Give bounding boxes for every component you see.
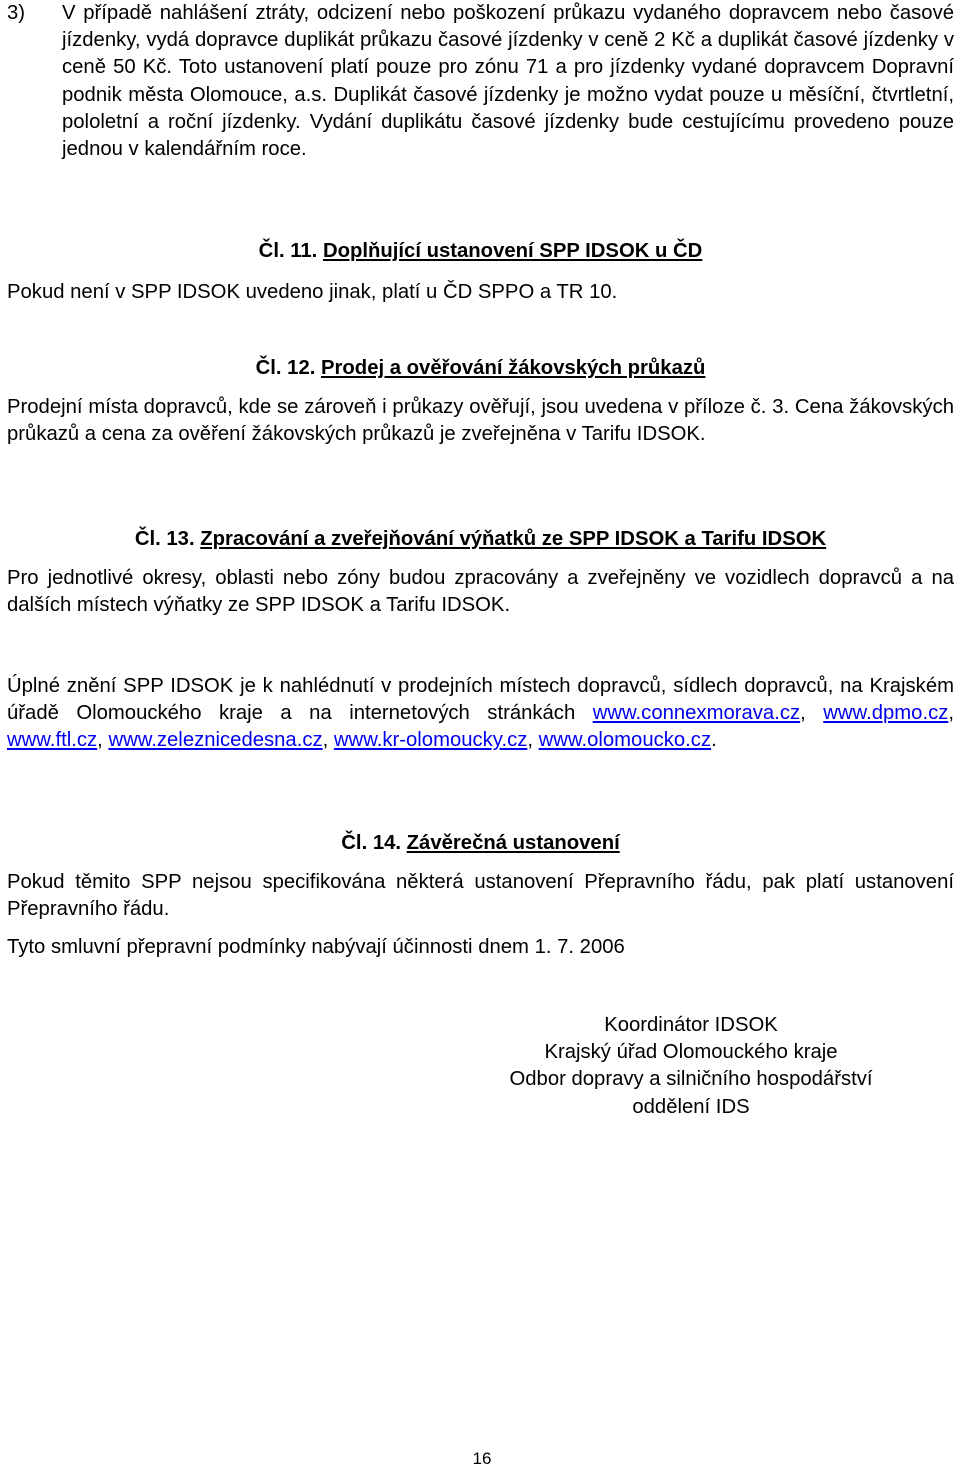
link-separator: , (322, 729, 334, 752)
link-separator: , (948, 702, 954, 725)
effective-date-block (7, 934, 954, 961)
list-item-3 (7, 0, 954, 163)
list-item-number: 3) (7, 2, 26, 24)
signature-line-1: Koordinátor IDSOK (604, 1014, 778, 1036)
section-14-body (7, 869, 954, 923)
link-connexmorava[interactable]: www.connexmorava.cz (592, 702, 801, 725)
section-12-title: Prodej a ověřování žákovských průkazů (321, 357, 706, 379)
section-13-title: Zpracování a zveřejňování výňatků ze SPP IDSOK a Tarifu IDSOK (200, 528, 827, 550)
section-14-text: Pokud těmito SPP nejsou specifikována některá ustanovení Přepravního řádu, pak platí ustanovení Přepravního řádu. (7, 871, 954, 921)
section-11-number: Čl. 11. (258, 240, 318, 262)
full-text-paragraph (7, 673, 954, 755)
link-dpmo[interactable]: www.dpmo.cz (823, 702, 949, 725)
section-13-text: Pro jednotlivé okresy, oblasti nebo zóny budou zpracovány a zveřejněny ve vozidlech dopravců a na dalších místech výňatky ze SPP IDSOK a Tarifu IDSOK. (7, 567, 954, 617)
section-11-title: Doplňující ustanovení SPP IDSOK u ČD (322, 240, 703, 262)
signature-line-4: oddělení IDS (632, 1095, 750, 1118)
section-13-body (7, 565, 954, 619)
signature-line-3: Odbor dopravy a silničního hospodářství (509, 1068, 873, 1091)
link-kr-olomoucky[interactable]: www.kr-olomoucky.cz (333, 729, 528, 752)
document-page (7, 0, 954, 1469)
section-11-text: Pokud není v SPP IDSOK uvedeno jinak, platí u ČD SPPO a TR 10. (7, 281, 618, 303)
link-ftl[interactable]: www.ftl.cz (7, 729, 98, 752)
section-11-body (7, 279, 954, 306)
section-14-number: Čl. 14. (341, 832, 402, 854)
section-12-text: Prodejní místa dopravců, kde se zároveň i průkazy ověřují, jsou uvedena v příloze č. 3. Cena žákovských průkazů a cena za ověření žákovských průkazů je zveřejněna v Tarifu IDSOK. (7, 396, 954, 446)
section-12-heading (7, 355, 954, 382)
signature-block (7, 1012, 954, 1121)
page-number: 16 (472, 1449, 492, 1468)
section-14-title: Závěrečná ustanovení (406, 832, 620, 854)
link-separator: , (97, 729, 109, 752)
link-separator: , (527, 729, 539, 752)
full-text-block (7, 673, 954, 755)
full-text-intro: Úplné znění SPP IDSOK je k nahlédnutí v prodejních místech dopravců, sídlech dopravců, na Krajském úřadě Olomouckého kraje a na internetových stránkách (7, 675, 954, 725)
section-13-number: Čl. 13. (134, 528, 195, 550)
section-12-body (7, 394, 954, 448)
section-14-heading (7, 830, 954, 857)
list-item-text: V případě nahlášení ztráty, odcizení nebo poškození průkazu vydaného dopravcem nebo časové jízdenky, vydá dopravce duplikát průkazu časové jízdenky v ceně 2 Kč a duplikát časové jízdenky v ceně 50 Kč. Toto ustanovení platí pouze pro zónu 71 a pro jízdenky vydané dopravcem Dopravní podnik města Olomouce, a.s. Duplikát časové jízdenky je možno vydat pouze u měsíční, čtvrtletní, pololetní a roční jízdenky. Vydání duplikátu časové jízdenky bude cestujícímu provedeno pouze jednou v kalendářním roce. (62, 2, 954, 161)
section-12-number: Čl. 12. (255, 357, 316, 379)
signature-line-2: Krajský úřad Olomouckého kraje (544, 1041, 838, 1064)
effective-date-text: Tyto smluvní přepravní podmínky nabývají účinnosti dnem 1. 7. 2006 (7, 936, 625, 958)
full-text-end: . (711, 729, 717, 752)
section-13-heading (7, 526, 954, 553)
section-11-heading (7, 238, 954, 265)
link-olomoucko[interactable]: www.olomoucko.cz (538, 729, 712, 752)
link-zeleznicedesna[interactable]: www.zeleznicedesna.cz (108, 729, 323, 752)
link-separator: , (800, 702, 824, 725)
